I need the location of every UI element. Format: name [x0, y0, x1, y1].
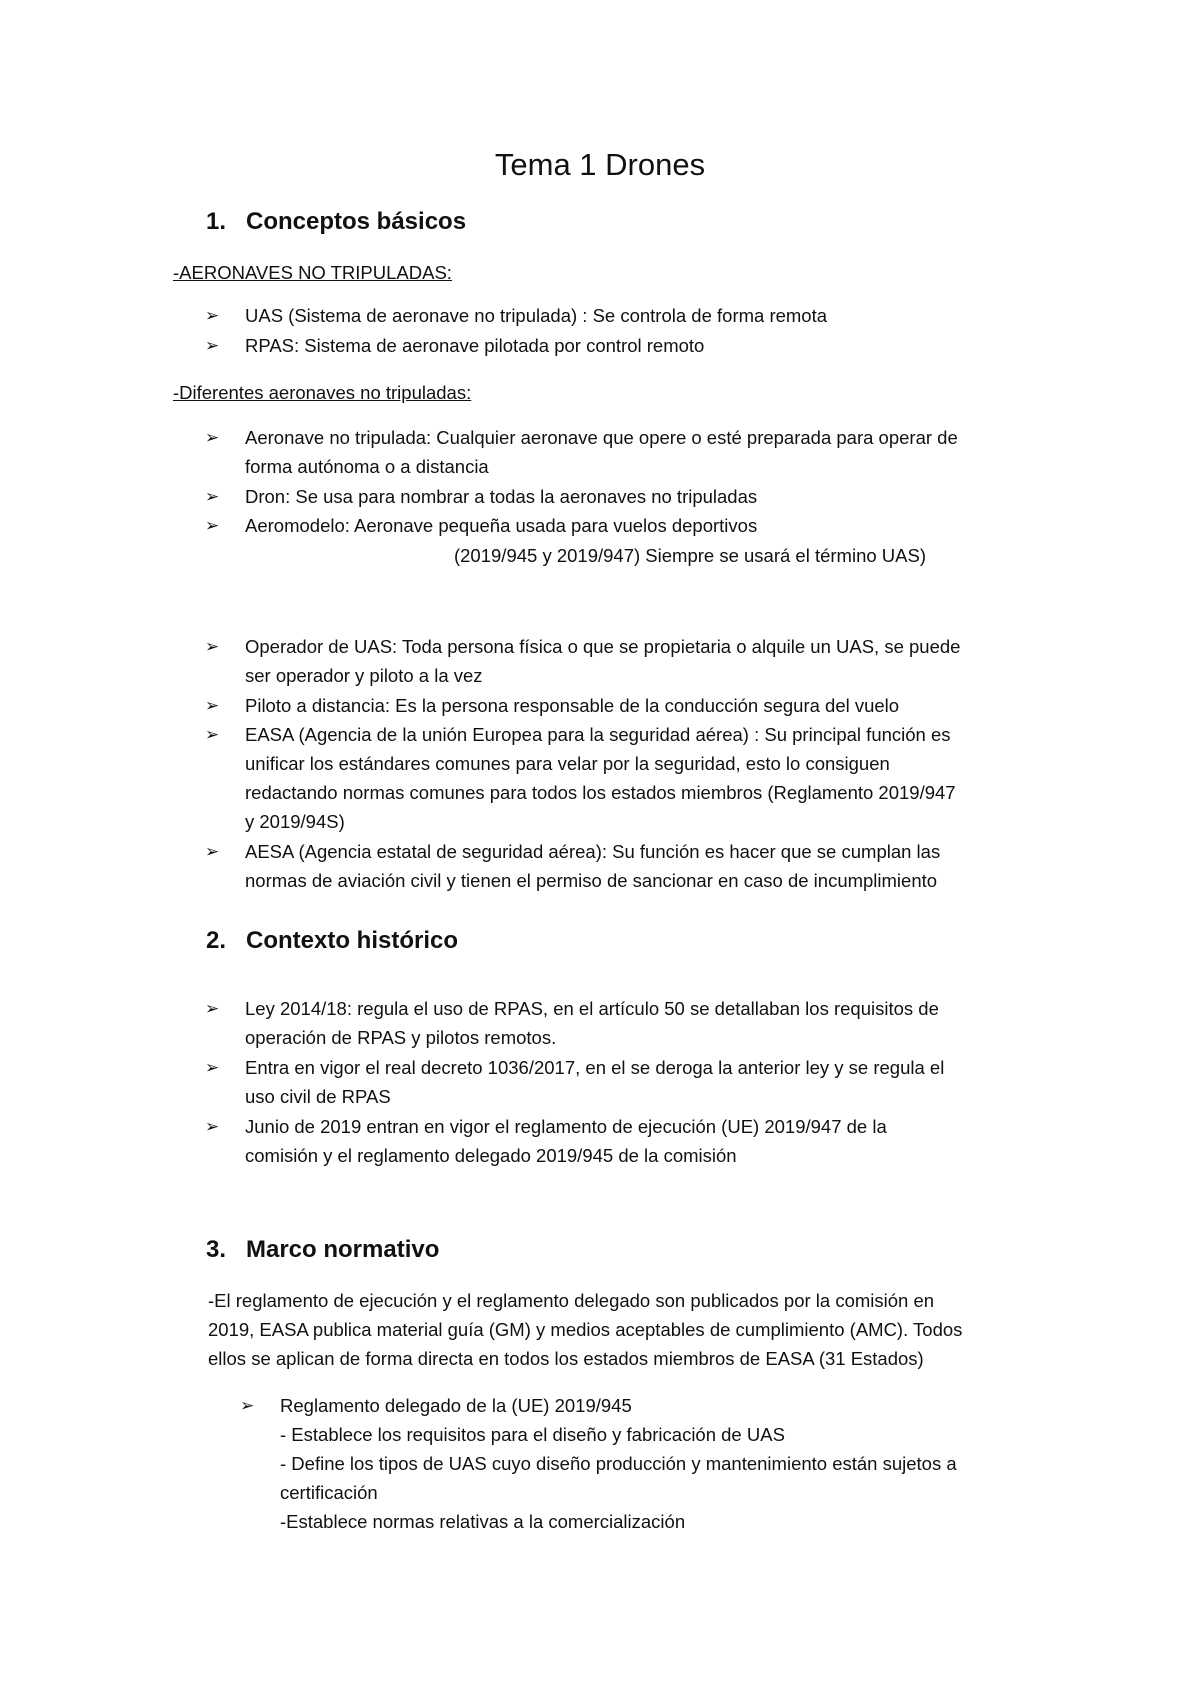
list-item-text: Aeronave no tripulada: Cualquier aeronave que opere o esté preparada para operar de: [245, 427, 958, 448]
list-item-text: unificar los estándares comunes para velar por la seguridad, esto lo consiguen: [245, 753, 890, 774]
list-item: [205, 301, 1045, 330]
section-1-heading: [206, 206, 466, 238]
arrow-bullet-icon: ➢: [205, 999, 220, 1018]
list-item-text: uso civil de RPAS: [245, 1086, 391, 1107]
list-item-text: -Establece normas relativas a la comercialización: [280, 1511, 686, 1532]
arrow-bullet-icon: ➢: [205, 487, 220, 506]
section-3-title: Marco normativo: [246, 1236, 440, 1263]
label-diferentes-aeronaves: -Diferentes aeronaves no tripuladas:: [173, 382, 472, 403]
arrow-bullet-icon: ➢: [205, 725, 220, 744]
section-3-number: 3.: [206, 1236, 227, 1263]
list-item: [205, 632, 1045, 690]
arrow-bullet-icon: ➢: [205, 842, 220, 861]
list-item-text: Piloto a distancia: Es la persona responsable de la conducción segura del vuelo: [245, 695, 900, 716]
list-item-text: y 2019/94S): [245, 811, 345, 832]
section-2-heading: [206, 925, 458, 957]
list-item: [205, 1053, 1045, 1111]
arrow-bullet-icon: ➢: [205, 1117, 220, 1136]
paragraph-line: 2019, EASA publica material guía (GM) y medios aceptables de cumplimiento (AMC). Todos: [208, 1319, 963, 1340]
list-item-text: comisión y el reglamento delegado 2019/945 de la comisión: [245, 1145, 737, 1166]
paragraph-line: ellos se aplican de forma directa en todos los estados miembros de EASA (31 Estados): [208, 1348, 924, 1369]
list-item-text: ser operador y piloto a la vez: [245, 665, 483, 686]
section-1-number: 1.: [206, 208, 227, 235]
list-item: [205, 511, 1045, 540]
list-item: [205, 482, 1045, 511]
list-item: [205, 1112, 1045, 1170]
list-item-text: Operador de UAS: Toda persona física o que se propietaria o alquile un UAS, se puede: [245, 636, 961, 657]
list-item: [205, 720, 1045, 836]
list-item-text: RPAS: Sistema de aeronave pilotada por control remoto: [245, 335, 705, 356]
arrow-bullet-icon: ➢: [205, 1058, 220, 1077]
list-item-text: certificación: [280, 1482, 378, 1503]
list-item-text: UAS (Sistema de aeronave no tripulada) : Se controla de forma remota: [245, 305, 828, 326]
arrow-bullet-icon: ➢: [205, 516, 220, 535]
section-1-title: Conceptos básicos: [246, 208, 467, 235]
list-item: [240, 1391, 1060, 1536]
arrow-bullet-icon: ➢: [205, 428, 220, 447]
section-2-title: Contexto histórico: [246, 927, 459, 954]
arrow-bullet-icon: ➢: [205, 637, 220, 656]
arrow-bullet-icon: ➢: [205, 336, 220, 355]
list-item-text: - Define los tipos de UAS cuyo diseño producción y mantenimiento están sujetos a: [280, 1453, 957, 1474]
arrow-bullet-icon: ➢: [205, 306, 220, 325]
list-item: [205, 423, 1045, 481]
list-item-text: normas de aviación civil y tienen el permiso de sancionar en caso de incumplimiento: [245, 870, 938, 891]
section-2-number: 2.: [206, 927, 227, 954]
list-item-text: Aeromodelo: Aeronave pequeña usada para vuelos deportivos: [245, 515, 758, 536]
list-item-text: Entra en vigor el real decreto 1036/2017, en el se deroga la anterior ley y se regula el: [245, 1057, 945, 1078]
list-item: [205, 837, 1045, 895]
list-item-text: - Establece los requisitos para el diseño y fabricación de UAS: [280, 1424, 785, 1445]
list-item: [205, 994, 1045, 1052]
arrow-bullet-icon: ➢: [240, 1396, 255, 1415]
list-item-text: Junio de 2019 entran en vigor el reglamento de ejecución (UE) 2019/947 de la: [245, 1116, 887, 1137]
list-item-text: forma autónoma o a distancia: [245, 456, 489, 477]
paragraph-line: -El reglamento de ejecución y el reglamento delegado son publicados por la comisión en: [208, 1290, 935, 1311]
list-item-text: EASA (Agencia de la unión Europea para la seguridad aérea) : Su principal función es: [245, 724, 951, 745]
list-item-text: Dron: Se usa para nombrar a todas la aeronaves no tripuladas: [245, 486, 758, 507]
list-item-text: redactando normas comunes para todos los estados miembros (Reglamento 2019/947: [245, 782, 956, 803]
list-item-text: operación de RPAS y pilotos remotos.: [245, 1027, 557, 1048]
arrow-bullet-icon: ➢: [205, 696, 220, 715]
list-item-text: Ley 2014/18: regula el uso de RPAS, en el artículo 50 se detallaban los requisitos de: [245, 998, 939, 1019]
section-3-heading: [206, 1234, 439, 1266]
regulation-note: (2019/945 y 2019/947) Siempre se usará el término UAS): [453, 545, 926, 566]
list-item: [205, 331, 1045, 360]
label-aeronaves-no-tripuladas: -AERONAVES NO TRIPULADAS:: [173, 262, 452, 283]
document-title: Tema 1 Drones: [494, 147, 706, 182]
list-item-text: AESA (Agencia estatal de seguridad aérea): Su función es hacer que se cumplan las: [245, 841, 941, 862]
list-item-text: Reglamento delegado de la (UE) 2019/945: [280, 1395, 632, 1416]
list-item: [205, 691, 1045, 720]
